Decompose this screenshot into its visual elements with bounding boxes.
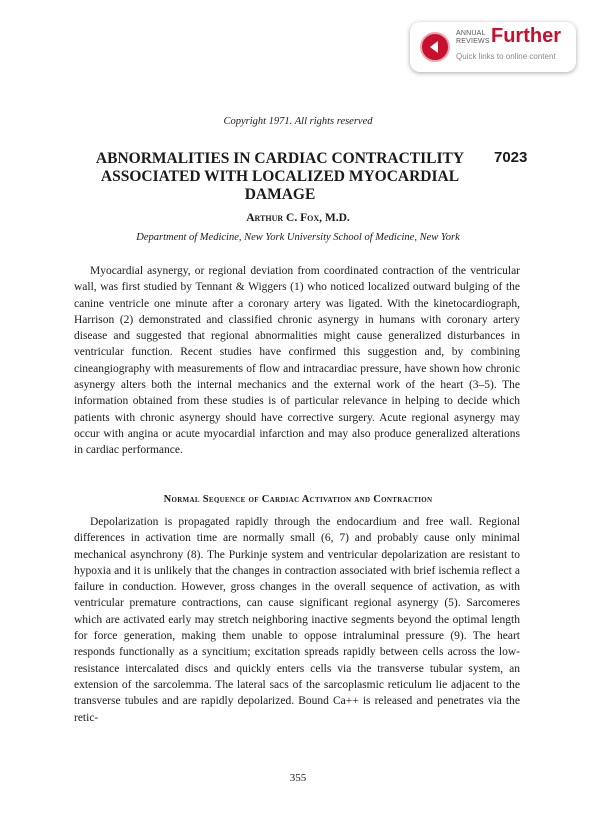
page-number: 355	[289, 772, 307, 784]
annual-reviews-further-badge[interactable]	[410, 22, 576, 72]
copyright-notice: Copyright 1971. All rights reserved	[223, 116, 373, 127]
section-heading: Normal Sequence of Cardiac Activation and Contraction	[163, 494, 433, 505]
further-label: Further	[491, 25, 561, 47]
author-name: Arthur C. Fox, M.D.	[246, 212, 350, 224]
author-affiliation: Department of Medicine, New York University School of Medicine, New York	[136, 232, 460, 243]
body-paragraph-2: Depolarization is propagated rapidly through the endocardium and free wall. Regional differences in activation time are normally small (6, 7) and probably cause only minimal mechanical asynchrony (8). The Purkinje system and ventricular depolarization are resistant to hypoxia and it is unlikely that the changes in contraction associated with brief ischemia reflect a failure in conduction. However, gross changes in the overall sequence of activation, as with ventricular premature contractions, can cause significant regional asynergy (5). Sarcomeres which are activated early may stretch neighboring inactive segments beyond the optimal length for force generation, making them unable to oppose intraluminal pressure (9). The heart responds functionally as a syncitium; excitation spreads rapidly between cells across the low-resistance intercalated discs and quickly enters cells via the transverse tubular system, an extension of the sarcolemma. The lateral sacs of the sarcoplasmic reticulum lie adjacent to the transverse tubules and are rapidly depolarized. Bound Ca++ is released and penetrates via the retic-	[74, 516, 520, 724]
article-code: 7023	[494, 149, 528, 166]
body-paragraph-1: Myocardial asynergy, or regional deviation from coordinated contraction of the ventricular wall, was first studied by Tennant & Wiggers (1) who noticed localized outward bulging of the canine ventricle one minute after a coronary artery was ligated. With the kinetocardiograph, Harrison (2) demonstrated and classified chronic asynergy in humans with coronary artery disease and suggested that regional abnormalities might cause generalized disturbances in ventricular function. Recent studies have confirmed this suggestion and, by combining cineangiography with measurements of flow and intracardiac pressure, have shown how chronic asynergy alters both the internal mechanics and the external work of the heart (3–5). The information obtained from these studies is of particular relevance in helping to decide which patients with chronic asynergy should have corrective surgery. Acute regional asynergy may occur with angina or acute myocardial infarction and may also produce generalized alterations in cardiac performance.	[74, 265, 520, 457]
quick-links-label: Quick links to online content	[456, 52, 556, 61]
back-arrow-icon	[420, 32, 450, 62]
annual-reviews-label: ANNUAL REVIEWS	[456, 30, 490, 45]
article-title: ABNORMALITIES IN CARDIAC CONTRACTILITY ASSOCIATED WITH LOCALIZED MYOCARDIAL DAMAGE	[95, 150, 465, 203]
